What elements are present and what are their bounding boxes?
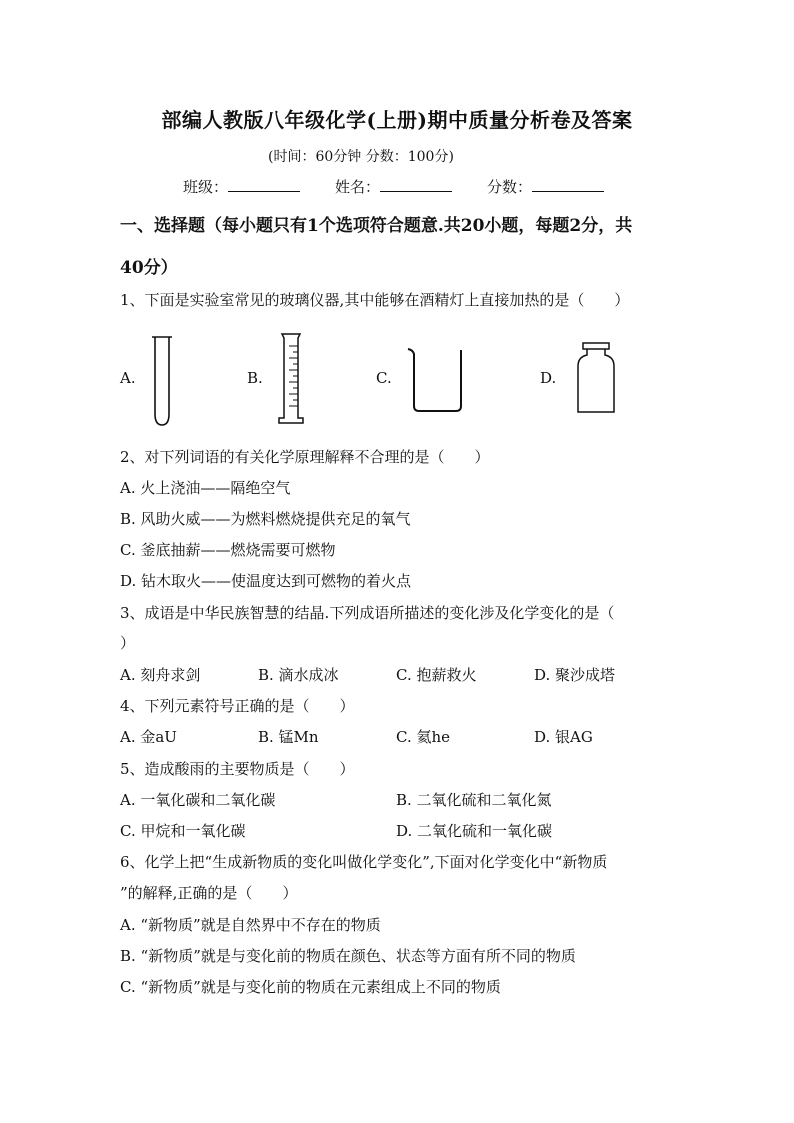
q4-option-a: A. 金aU bbox=[120, 728, 177, 746]
name-label: 姓名： bbox=[335, 178, 381, 196]
q2-stem: 2、对下列词语的有关化学原理解释不合理的是（ ） bbox=[120, 448, 490, 466]
q6-stem-line2: ”的解释,正确的是（ ） bbox=[120, 884, 298, 902]
q3-stem-line1: 3、成语是中华民族智慧的结晶.下列成语所描述的变化涉及化学变化的是（ bbox=[120, 604, 615, 622]
q3-option-a: A. 刻舟求剑 bbox=[120, 666, 201, 684]
score-label: 分数： bbox=[487, 178, 533, 196]
q1-label-a: A. bbox=[120, 369, 136, 387]
q1-stem: 1、下面是实验室常见的玻璃仪器,其中能够在酒精灯上直接加热的是（ ） bbox=[120, 291, 630, 309]
class-label: 班级： bbox=[183, 178, 229, 196]
q4-option-c: C. 氦he bbox=[396, 728, 451, 746]
q6-stem-line1: 6、化学上把“生成新物质的变化叫做化学变化”,下面对化学变化中“新物质 bbox=[120, 853, 608, 871]
q3-option-b: B. 滴水成冰 bbox=[258, 666, 339, 684]
reagent-bottle-icon bbox=[574, 340, 618, 416]
section-heading-line1: 一、选择题（每小题只有1个选项符合题意.共20小题，每题2分，共 bbox=[120, 216, 633, 236]
score-blank bbox=[532, 177, 604, 192]
section-heading-line2: 40分） bbox=[120, 258, 178, 278]
score-field bbox=[487, 176, 604, 197]
time-score-line: (时间：60分钟 分数：100分) bbox=[268, 149, 454, 165]
beaker-icon bbox=[405, 346, 467, 414]
q4-option-b: B. 锰Mn bbox=[258, 728, 319, 746]
test-tube-icon bbox=[148, 334, 176, 428]
q4-stem: 4、下列元素符号正确的是（ ） bbox=[120, 697, 355, 715]
q4-option-d: D. 银AG bbox=[534, 728, 593, 746]
q5-option-c: C. 甲烷和一氧化碳 bbox=[120, 822, 246, 840]
name-field bbox=[335, 176, 452, 197]
q2-option-a: A. 火上浇油——隔绝空气 bbox=[120, 479, 291, 497]
q6-option-a: A. “新物质”就是自然界中不存在的物质 bbox=[120, 916, 381, 934]
q5-option-b: B. 二氧化硫和二氧化氮 bbox=[396, 791, 552, 809]
name-blank bbox=[380, 177, 452, 192]
q1-label-b: B. bbox=[247, 369, 263, 387]
q5-option-a: A. 一氧化碳和二氧化碳 bbox=[120, 791, 276, 809]
class-blank bbox=[228, 177, 300, 192]
q3-option-c: C. 抱薪救火 bbox=[396, 666, 477, 684]
graduated-cylinder-icon bbox=[276, 332, 306, 426]
q2-option-c: C. 釜底抽薪——燃烧需要可燃物 bbox=[120, 541, 336, 559]
class-field bbox=[183, 176, 300, 197]
q1-label-d: D. bbox=[540, 369, 557, 387]
q1-label-c: C. bbox=[376, 369, 392, 387]
q3-option-d: D. 聚沙成塔 bbox=[534, 666, 616, 684]
q6-option-b: B. “新物质”就是与变化前的物质在颜色、状态等方面有所不同的物质 bbox=[120, 947, 576, 965]
page-title: 部编人教版八年级化学(上册)期中质量分析卷及答案 bbox=[161, 108, 633, 132]
q5-stem: 5、造成酸雨的主要物质是（ ） bbox=[120, 760, 355, 778]
q2-option-b: B. 风助火威——为燃料燃烧提供充足的氧气 bbox=[120, 510, 411, 528]
q2-option-d: D. 钻木取火——使温度达到可燃物的着火点 bbox=[120, 572, 412, 590]
q6-option-c: C. “新物质”就是与变化前的物质在元素组成上不同的物质 bbox=[120, 978, 501, 996]
q5-option-d: D. 二氧化硫和一氧化碳 bbox=[396, 822, 553, 840]
q3-stem-line2: ） bbox=[120, 634, 136, 652]
